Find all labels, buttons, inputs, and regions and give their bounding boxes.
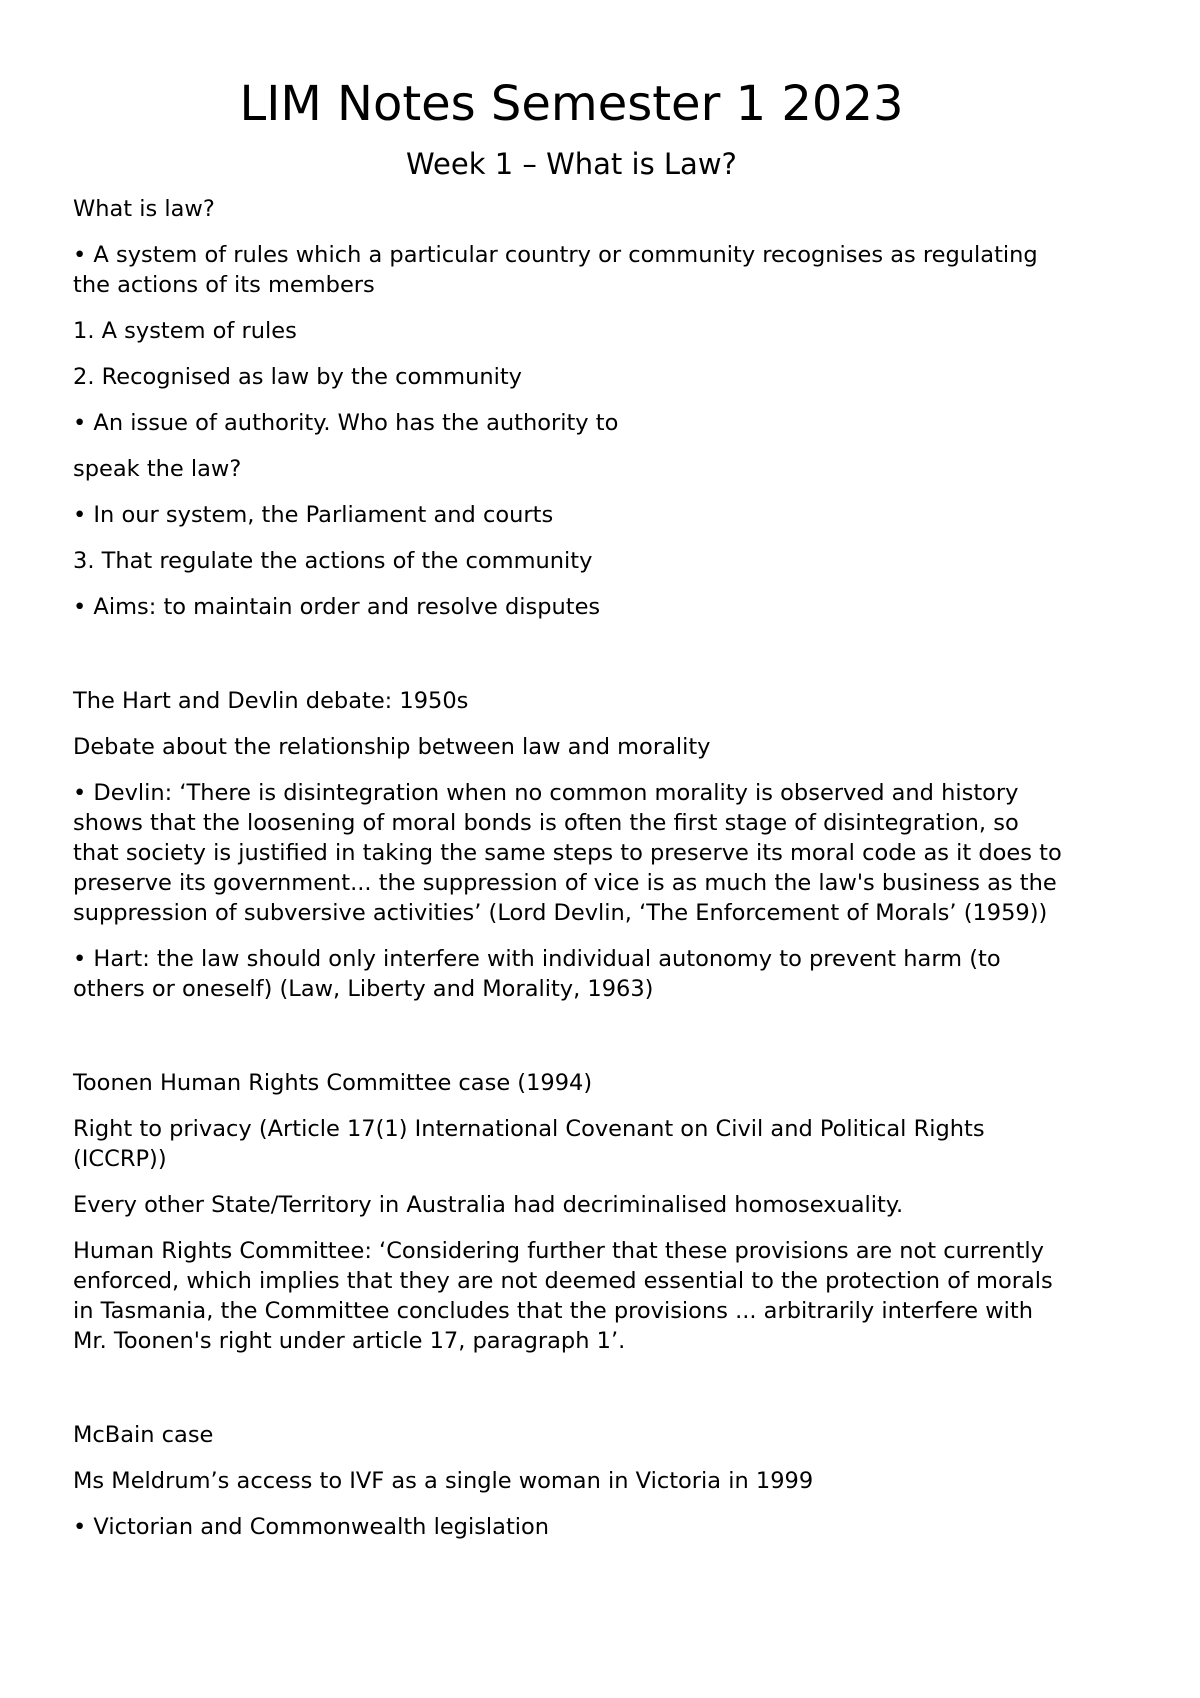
section-toonen — [73, 1068, 1070, 1356]
section-hart-devlin — [73, 686, 1070, 1004]
section-spacer — [73, 1372, 1070, 1420]
bullet-system: • In our system, the Parliament and courts — [73, 502, 554, 528]
section-what-is-law — [73, 194, 1070, 622]
numbered-point-2: 2. Recognised as law by the community — [73, 364, 522, 390]
bullet-definition: • A system of rules which a particular country or community recognises as regulating the actions of its members — [73, 242, 1038, 298]
bullet-aims: • Aims: to maintain order and resolve disputes — [73, 594, 601, 620]
section-heading: What is law? — [73, 196, 215, 222]
document-subtitle: Week 1 – What is Law? — [406, 147, 737, 181]
section-heading: Toonen Human Rights Committee case (1994) — [73, 1070, 593, 1096]
bullet-hart: • Hart: the law should only interfere with individual autonomy to prevent harm (to others or oneself) (Law, Liberty and Morality, 1963) — [73, 946, 1001, 1002]
bullet-authority: • An issue of authority. Who has the authority to — [73, 410, 619, 436]
bullet-legislation: • Victorian and Commonwealth legislation — [73, 1514, 550, 1540]
section-spacer — [73, 638, 1070, 686]
paragraph-privacy: Right to privacy (Article 17(1) International Covenant on Civil and Political Rights (ICCRP)) — [73, 1116, 985, 1172]
section-heading: McBain case — [73, 1422, 214, 1448]
paragraph-committee: Human Rights Committee: ‘Considering further that these provisions are not currently enforced, which implies that they are not deemed essential to the protection of morals in Tasmania, the Committee concludes that the provisions ... arbitrarily interfere with Mr. Toonen's right under article 17, paragraph 1’. — [73, 1238, 1053, 1354]
section-mcbain — [73, 1420, 1070, 1542]
section-spacer — [73, 1020, 1070, 1068]
authority-continuation: speak the law? — [73, 456, 242, 482]
paragraph-states: Every other State/Territory in Australia had decriminalised homosexuality. — [73, 1192, 904, 1218]
paragraph-intro: Debate about the relationship between law and morality — [73, 734, 711, 760]
section-heading: The Hart and Devlin debate: 1950s — [73, 688, 469, 714]
numbered-point-1: 1. A system of rules — [73, 318, 297, 344]
paragraph-meldrum: Ms Meldrum’s access to IVF as a single woman in Victoria in 1999 — [73, 1468, 814, 1494]
bullet-devlin: • Devlin: ‘There is disintegration when no common morality is observed and history shows that the loosening of moral bonds is often the first stage of disintegration, so that society is justified in taking the same steps to preserve its moral code as it does to preserve its government... the suppression of vice is as much the law's business as the suppression of subversive activities’ (Lord Devlin, ‘The Enforcement of Morals’ (1959)) — [73, 780, 1062, 926]
document-title: LIM Notes Semester 1 2023 — [239, 76, 904, 132]
numbered-point-3: 3. That regulate the actions of the community — [73, 548, 593, 574]
